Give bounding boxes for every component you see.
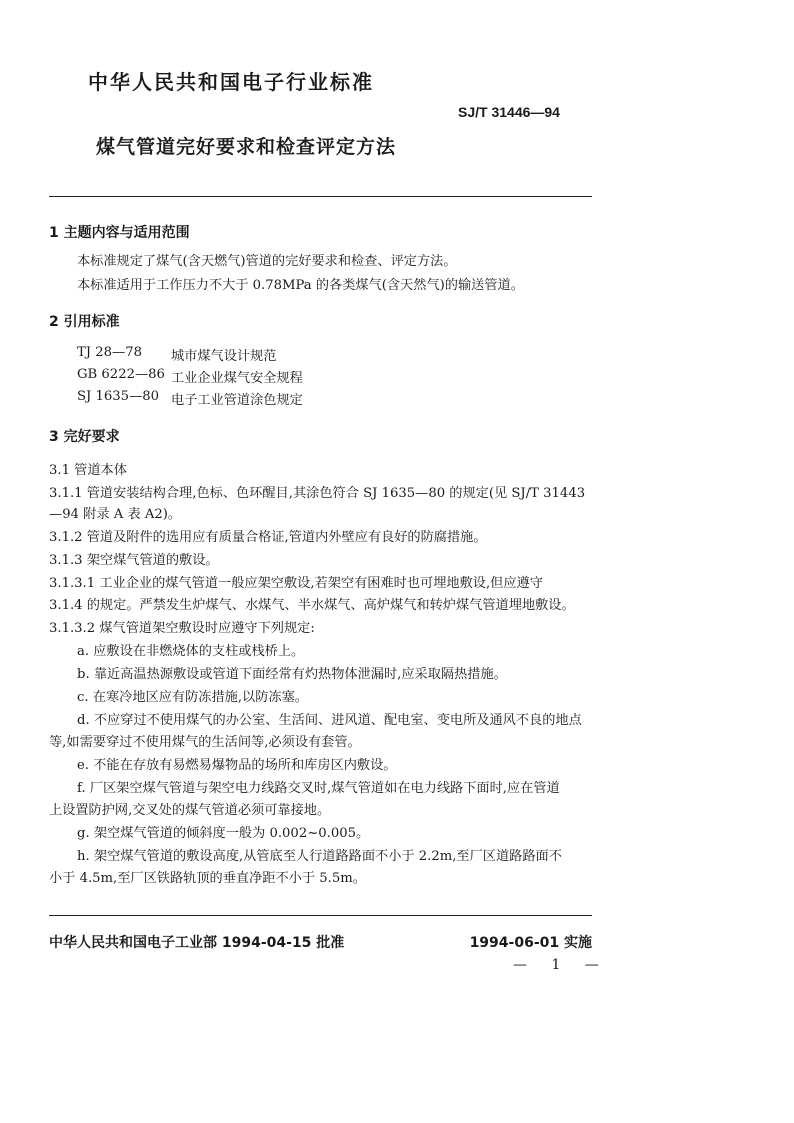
item-h: h. 架空煤气管道的敷设高度,从管底至人行道路路面不小于 2.2m,至厂区道路路面不 [77,849,562,864]
clause-3-1-3: 3.1.3 架空煤气管道的敷设。 [49,553,219,568]
clause-3-1-2: 3.1.2 管道及附件的选用应有质量合格证,管道内外壁应有良好的防腐措施。 [49,530,487,545]
reference-code: TJ 28—78 [77,345,143,360]
footer-rule [49,915,592,916]
item-d-continued: 等,如需要穿过不使用煤气的生活间等,必须设有套管。 [49,735,361,750]
reference-name: 工业企业煤气安全规程 [171,371,303,386]
document-title: 煤气管道完好要求和检查评定方法 [96,136,397,158]
reference-name: 电子工业管道涂色规定 [171,393,303,408]
item-e: e. 不能在存放有易燃易爆物品的场所和库房区内敷设。 [77,758,397,773]
reference-code: GB 6222—86 [77,367,165,382]
section-1-heading: 1 主题内容与适用范围 [49,225,190,241]
standard-header: 中华人民共和国电子行业标准 [88,70,374,94]
reference-name: 城市煤气设计规范 [171,349,277,364]
clause-3-1-3-1: 3.1.3.1 工业企业的煤气管道一般应架空敷设,若架空有困难时也可埋地敷设,但应遵守 [49,576,543,591]
implementation-date: 1994-06-01 实施 [469,935,592,951]
item-g: g. 架空煤气管道的倾斜度一般为 0.002~0.005。 [77,826,370,841]
item-f: f. 厂区架空煤气管道与架空电力线路交叉时,煤气管道如在电力线路下面时,应在管道 [77,781,560,796]
clause-3-1-3-1-continued: 3.1.4 的规定。严禁发生炉煤气、水煤气、半水煤气、高炉煤气和转炉煤气管道埋地敷设。 [49,598,575,613]
section-2-heading: 2 引用标准 [49,314,120,330]
item-f-continued: 上设置防护网,交叉处的煤气管道必须可靠接地。 [49,803,331,818]
item-b: b. 靠近高温热源敷设或管道下面经常有灼热物体泄漏时,应采取隔热措施。 [77,667,507,682]
clause-3-1-1: 3.1.1 管道安装结构合理,色标、色环醒目,其涂色符合 SJ 1635—80 的规定(见 SJ/T 31443 [49,486,586,501]
item-d: d. 不应穿过不使用煤气的办公室、生活间、进风道、配电室、变电所及通风不良的地点 [77,713,582,728]
item-c: c. 在寒冷地区应有防冻措施,以防冻塞。 [77,690,308,705]
clause-3-1-1-continued: —94 附录 A 表 A2)。 [49,507,182,522]
reference-code: SJ 1635—80 [77,389,160,404]
approval-note: 中华人民共和国电子工业部 1994-04-15 批准 [49,935,345,951]
header-rule [49,196,592,197]
item-h-continued: 小于 4.5m,至厂区铁路轨顶的垂直净距不小于 5.5m。 [49,871,366,886]
standard-code: SJ/T 31446—94 [458,104,560,120]
item-a: a. 应敷设在非燃烧体的支柱或栈桥上。 [77,644,305,659]
section-1-paragraph-1: 本标准规定了煤气(含天燃气)管道的完好要求和检查、评定方法。 [77,254,457,269]
clause-3-1-3-2: 3.1.3.2 煤气管道架空敷设时应遵守下列规定: [49,621,315,636]
page-number: — 1 — [513,957,609,973]
section-3-heading: 3 完好要求 [49,429,120,445]
section-1-paragraph-2: 本标准适用于工作压力不大于 0.78MPa 的各类煤气(含天然气)的输送管道。 [77,278,524,293]
clause-3-1: 3.1 管道本体 [49,463,127,478]
